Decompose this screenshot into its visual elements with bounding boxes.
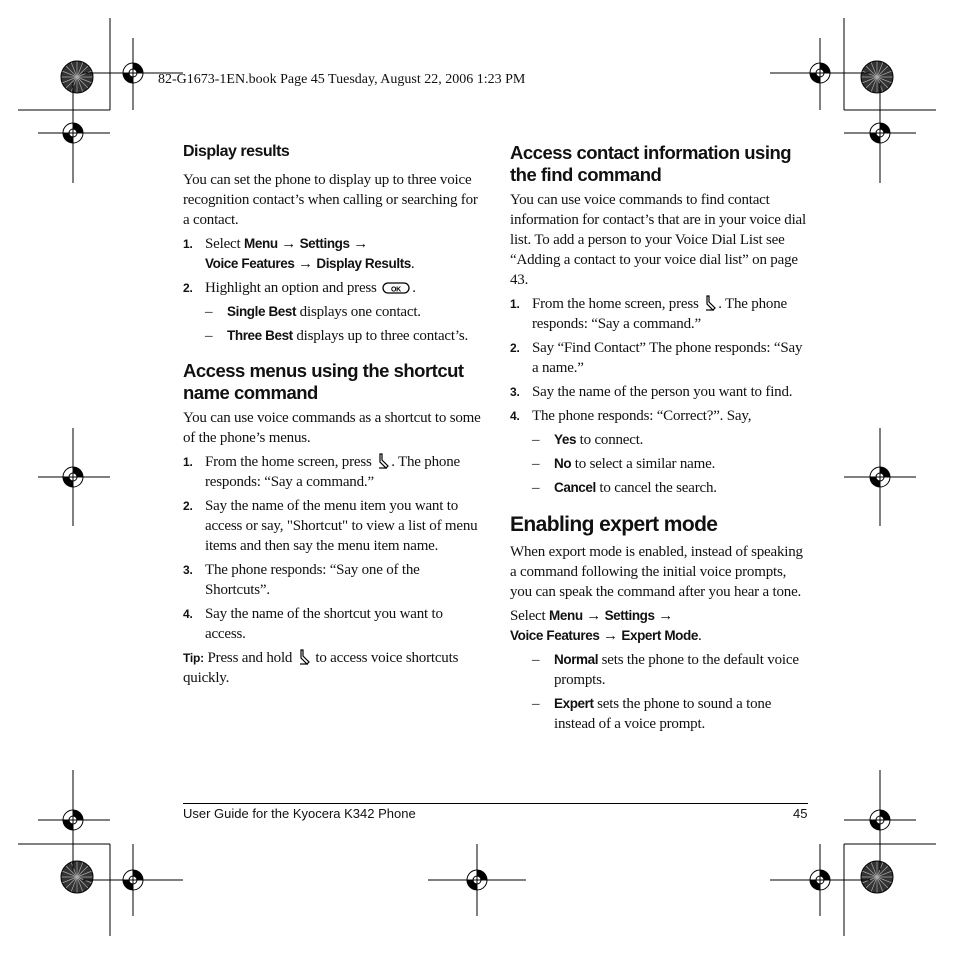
page-number: 45 xyxy=(793,806,808,821)
option-text: to cancel the search. xyxy=(595,480,717,496)
option-text: to connect. xyxy=(576,432,644,448)
expert-mode-path xyxy=(510,606,810,646)
step-number: 1. xyxy=(183,237,193,251)
option-term: Expert xyxy=(554,696,594,711)
find-step-2 xyxy=(510,338,810,378)
menu-path-settings: Settings xyxy=(299,236,350,251)
dash: – xyxy=(532,652,540,668)
step-text: Say “Find Contact” The phone responds: “Say a name.” xyxy=(532,340,803,376)
option-cancel xyxy=(510,478,810,498)
ok-key-icon xyxy=(382,281,410,295)
shortcut-step-1 xyxy=(183,452,483,492)
option-text: sets the phone to the default voice prompts. xyxy=(554,652,799,688)
shortcut-step-4 xyxy=(183,604,483,644)
voice-key-icon xyxy=(377,453,389,469)
display-results-step-2 xyxy=(183,278,483,298)
dash: – xyxy=(532,480,540,496)
option-term: No xyxy=(554,456,572,471)
step-number: 4. xyxy=(510,409,520,423)
arrow: → xyxy=(277,236,300,252)
shortcut-heading: Access menus using the shortcut name command xyxy=(183,360,464,403)
option-term: Cancel xyxy=(554,480,596,495)
find-step-4 xyxy=(510,406,810,426)
display-results-step-1 xyxy=(183,234,483,274)
step-text: From the home screen, press xyxy=(532,296,699,312)
svg-text:OK: OK xyxy=(391,286,402,294)
step-number: 2. xyxy=(183,281,193,295)
right-column xyxy=(510,142,810,738)
menu-path-voice-features: Voice Features xyxy=(205,256,295,271)
print-job-slug: 82-G1673-1EN.book Page 45 Tuesday, August 22, 2006 1:23 PM xyxy=(158,72,526,87)
option-single-best xyxy=(183,302,483,322)
step-text: . The phone responds: “Say a command.” xyxy=(205,454,460,490)
menu-path-menu: Menu xyxy=(549,608,583,623)
shortcut-step-2 xyxy=(183,496,483,556)
option-term: Single Best xyxy=(227,304,297,319)
option-text: displays one contact. xyxy=(296,304,421,320)
step-number: 1. xyxy=(510,297,520,311)
step-number: 3. xyxy=(510,385,520,399)
step-number: 4. xyxy=(183,607,193,621)
tip xyxy=(183,648,483,688)
step-text: Highlight an option and press xyxy=(205,280,377,296)
step-number: 2. xyxy=(183,499,193,513)
option-term: Yes xyxy=(554,432,577,447)
step-text: Say the name of the shortcut you want to access. xyxy=(205,606,443,642)
option-text: sets the phone to sound a tone instead of a voice prompt. xyxy=(554,696,772,732)
voice-key-icon xyxy=(704,295,716,311)
left-column xyxy=(183,142,483,692)
step-number: 3. xyxy=(183,563,193,577)
dash: – xyxy=(205,328,213,344)
step-text: Say the name of the menu item you want to access or say, "Shortcut" to view a list of menu items and then say the menu item name. xyxy=(205,498,478,554)
step-text: From the home screen, press xyxy=(205,454,372,470)
step-text: Select xyxy=(205,236,245,252)
menu-path-display-results: Display Results xyxy=(316,256,411,271)
option-term: Three Best xyxy=(227,328,293,343)
step-number: 2. xyxy=(510,341,520,355)
tip-text: to access voice shortcuts quickly. xyxy=(183,650,459,686)
step-number: 1. xyxy=(183,455,193,469)
arrow: → xyxy=(349,236,368,252)
display-results-intro: You can set the phone to display up to three voice recognition contact’s when calling or searching for a contact. xyxy=(183,172,478,228)
footer-title: User Guide for the Kyocera K342 Phone xyxy=(183,806,416,821)
tip-text: Press and hold xyxy=(203,650,293,666)
menu-path-voice-features: Voice Features xyxy=(510,628,600,643)
find-step-3 xyxy=(510,382,810,402)
arrow: → xyxy=(582,608,605,624)
dash: – xyxy=(532,696,540,712)
option-no xyxy=(510,454,810,474)
path-text: Select xyxy=(510,608,550,624)
option-three-best xyxy=(183,326,483,346)
arrow: → xyxy=(294,256,317,272)
punctuation: . xyxy=(410,256,415,272)
option-yes xyxy=(510,430,810,450)
dash: – xyxy=(532,432,540,448)
option-term: Normal xyxy=(554,652,599,667)
punctuation: . xyxy=(412,280,416,296)
expert-mode-intro: When export mode is enabled, instead of speaking a command following the initial voice prompts, you can speak the command after you hear a tone. xyxy=(510,544,803,600)
menu-path-settings: Settings xyxy=(604,608,655,623)
option-text: to select a similar name. xyxy=(571,456,716,472)
option-expert xyxy=(510,694,810,734)
find-intro: You can use voice commands to find contact information for contact’s that are in your voice dial list. To add a person to your Voice Dial List see “Adding a contact to your voice dial list” on page 43. xyxy=(510,192,806,288)
step-text: The phone responds: “Correct?”. Say, xyxy=(532,408,752,424)
arrow: → xyxy=(599,628,622,644)
tip-label: Tip: xyxy=(183,651,204,665)
display-results-heading: Display results xyxy=(183,143,290,160)
dash: – xyxy=(532,456,540,472)
step-text: The phone responds: “Say one of the Shortcuts”. xyxy=(205,562,420,598)
dash: – xyxy=(205,304,213,320)
punctuation: . xyxy=(697,628,702,644)
menu-path-menu: Menu xyxy=(244,236,278,251)
expert-mode-heading: Enabling expert mode xyxy=(510,513,718,536)
arrow: → xyxy=(654,608,673,624)
menu-path-expert-mode: Expert Mode xyxy=(621,628,698,643)
step-text: . The phone responds: “Say a command.” xyxy=(532,296,787,332)
footer-rule xyxy=(183,803,808,804)
shortcut-step-3 xyxy=(183,560,483,600)
find-heading: Access contact information using the find command xyxy=(510,142,792,185)
option-normal xyxy=(510,650,810,690)
option-text: displays up to three contact’s. xyxy=(292,328,469,344)
voice-key-icon xyxy=(298,649,310,665)
step-text: Say the name of the person you want to find. xyxy=(532,384,793,400)
find-step-1 xyxy=(510,294,810,334)
shortcut-intro: You can use voice commands as a shortcut to some of the phone’s menus. xyxy=(183,410,481,446)
